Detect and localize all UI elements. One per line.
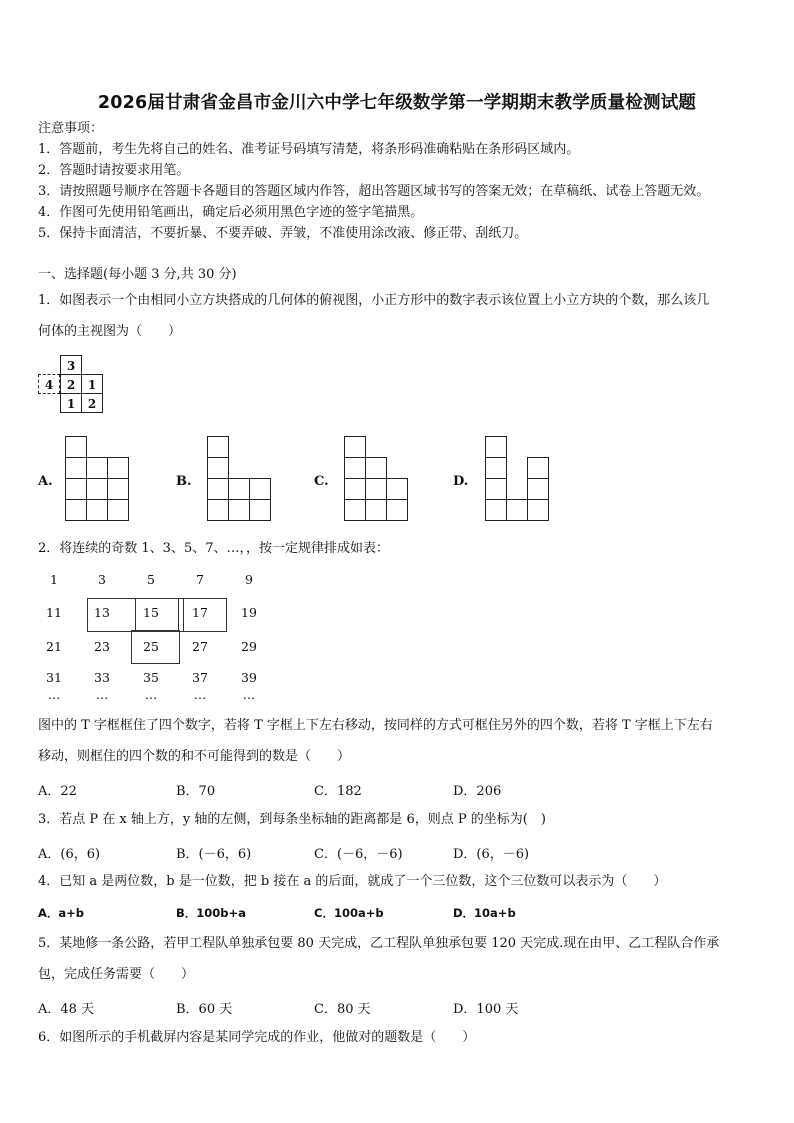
cube-square bbox=[228, 499, 250, 521]
cube-square bbox=[65, 478, 87, 500]
q5-text: 包，完成任务需要（ ） bbox=[38, 967, 195, 982]
q1-text: 何体的主视图为（ ） bbox=[38, 324, 182, 339]
cube-square bbox=[485, 499, 507, 521]
q2-option-b: B．70 bbox=[176, 784, 216, 799]
cube-square bbox=[65, 499, 87, 521]
cube-square bbox=[65, 457, 87, 479]
top-view-cell: 4 bbox=[38, 374, 60, 394]
q5-option-b: B．60 天 bbox=[176, 1002, 233, 1017]
cube-square bbox=[485, 436, 507, 458]
q2-text: 2．将连续的奇数 1、3、5、7、…，，按一定规律排成如表： bbox=[38, 541, 389, 556]
cube-square bbox=[365, 478, 387, 500]
q1-top-view bbox=[38, 355, 108, 415]
table-cell: 13 bbox=[94, 605, 110, 620]
table-cell: 23 bbox=[94, 639, 110, 654]
table-cell: … bbox=[47, 687, 61, 702]
q1-option-a-figure bbox=[65, 436, 135, 526]
q1-option-c-figure bbox=[344, 436, 414, 526]
q4-text: 4．已知 a 是两位数，b 是一位数，把 b 接在 a 的后面，就成了一个三位数，这个三位数可以表示为（ ） bbox=[38, 874, 667, 889]
q4-option-b: B．100b+a bbox=[176, 906, 246, 920]
cube-square bbox=[65, 436, 87, 458]
table-cell: 27 bbox=[192, 639, 208, 654]
q3-option-b: B．(－6，6) bbox=[176, 847, 252, 862]
top-view-cell: 1 bbox=[60, 393, 82, 413]
cube-square bbox=[86, 478, 108, 500]
table-cell: 33 bbox=[94, 670, 110, 685]
top-view-cell: 3 bbox=[60, 355, 82, 375]
cube-square bbox=[365, 457, 387, 479]
cube-square bbox=[344, 436, 366, 458]
cube-square bbox=[365, 499, 387, 521]
cube-square bbox=[506, 499, 528, 521]
cube-square bbox=[107, 478, 129, 500]
notice-item: 4．作图可先使用铅笔画出，确定后必须用黑色字迹的签字笔描黑。 bbox=[38, 205, 424, 220]
table-cell: … bbox=[95, 687, 109, 702]
cube-square bbox=[386, 478, 408, 500]
section-heading: 一、选择题(每小题 3 分,共 30 分) bbox=[38, 267, 237, 282]
q2-number-table bbox=[34, 568, 284, 708]
table-cell: 9 bbox=[245, 572, 253, 587]
table-cell: … bbox=[242, 687, 256, 702]
q2-option-c: C．182 bbox=[314, 784, 362, 799]
cube-square bbox=[386, 499, 408, 521]
q3-text: 3．若点 P 在 x 轴上方，y 轴的左侧，到每条坐标轴的距离都是 6，则点 P 的坐标为( ) bbox=[38, 812, 546, 827]
table-cell: 7 bbox=[196, 572, 204, 587]
q1-option-a-label: A. bbox=[38, 474, 53, 489]
q3-option-a: A．(6，6) bbox=[38, 847, 101, 862]
notice-item: 1．答题前，考生先将自己的姓名、准考证号码填写清楚，将条形码准确粘贴在条形码区域内。 bbox=[38, 142, 580, 157]
cube-square bbox=[344, 478, 366, 500]
table-cell: 17 bbox=[192, 605, 208, 620]
q1-option-d-figure bbox=[485, 436, 555, 526]
q4-option-d: D．10a+b bbox=[453, 906, 516, 920]
q1-text: 1．如图表示一个由相同小立方块搭成的几何体的俯视图，小正方形中的数字表示该位置上小立方块的个数，那么该几 bbox=[38, 293, 710, 308]
table-cell: 5 bbox=[147, 572, 155, 587]
cube-square bbox=[527, 478, 549, 500]
cube-square bbox=[344, 457, 366, 479]
cube-square bbox=[527, 499, 549, 521]
notice-item: 3．请按照题号顺序在答题卡各题目的答题区域内作答，超出答题区域书写的答案无效；在草稿纸、试卷上答题无效。 bbox=[38, 184, 710, 199]
top-view-cell: 1 bbox=[81, 374, 103, 394]
table-cell: 29 bbox=[241, 639, 257, 654]
table-cell: 21 bbox=[46, 639, 62, 654]
q5-option-c: C．80 天 bbox=[314, 1002, 371, 1017]
notice-item: 2．答题时请按要求用笔。 bbox=[38, 163, 190, 178]
table-cell: 35 bbox=[143, 670, 159, 685]
cube-square bbox=[207, 478, 229, 500]
cube-square bbox=[107, 457, 129, 479]
cube-square bbox=[207, 499, 229, 521]
table-cell: 1 bbox=[50, 572, 58, 587]
cube-square bbox=[249, 478, 271, 500]
cube-square bbox=[249, 499, 271, 521]
q3-option-c: C．(－6，－6) bbox=[314, 847, 403, 862]
top-view-cell: 2 bbox=[60, 374, 82, 394]
table-cell: 15 bbox=[143, 605, 159, 620]
cube-square bbox=[86, 499, 108, 521]
page-title: 2026届甘肃省金昌市金川六中学七年级数学第一学期期末教学质量检测试题 bbox=[97, 93, 697, 113]
q1-option-b-figure bbox=[207, 436, 277, 526]
cube-square bbox=[86, 457, 108, 479]
q5-option-a: A．48 天 bbox=[38, 1002, 95, 1017]
top-view-cell: 2 bbox=[81, 393, 103, 413]
notice-heading: 注意事项： bbox=[38, 121, 104, 136]
table-cell: 37 bbox=[192, 670, 208, 685]
cube-square bbox=[485, 457, 507, 479]
q3-option-d: D．(6，－6) bbox=[453, 847, 530, 862]
q4-option-c: C．100a+b bbox=[314, 906, 384, 920]
cube-square bbox=[207, 436, 229, 458]
q2-description: 图中的 T 字框框住了四个数字，若将 T 字框上下左右移动，按同样的方式可框住另外的四个数，若将 T 字框上下左右 bbox=[38, 718, 713, 733]
q2-description: 移动，则框住的四个数的和不可能得到的数是（ ） bbox=[38, 749, 351, 764]
q4-option-a: A．a+b bbox=[38, 906, 85, 920]
table-cell: 39 bbox=[241, 670, 257, 685]
q1-option-b-label: B. bbox=[176, 474, 192, 489]
q5-text: 5．某地修一条公路，若甲工程队单独承包要 80 天完成，乙工程队单独承包要 120 天完成.现在由甲、乙工程队合作承 bbox=[38, 936, 720, 951]
table-cell: 19 bbox=[241, 605, 257, 620]
cube-square bbox=[485, 478, 507, 500]
cube-square bbox=[527, 457, 549, 479]
q1-option-d-label: D. bbox=[453, 474, 469, 489]
q1-option-c-label: C. bbox=[314, 474, 329, 489]
q2-option-d: D．206 bbox=[453, 784, 502, 799]
table-cell: … bbox=[193, 687, 207, 702]
q2-option-a: A．22 bbox=[38, 784, 77, 799]
table-cell: … bbox=[144, 687, 158, 702]
cube-square bbox=[207, 457, 229, 479]
table-cell: 11 bbox=[46, 605, 62, 620]
table-cell: 25 bbox=[143, 639, 159, 654]
notice-item: 5．保持卡面清洁，不要折暴、不要弄破、弄皱，不准使用涂改液、修正带、刮纸刀。 bbox=[38, 226, 528, 241]
table-cell: 3 bbox=[98, 572, 106, 587]
q5-option-d: D．100 天 bbox=[453, 1002, 519, 1017]
table-cell: 31 bbox=[46, 670, 62, 685]
q6-text: 6．如图所示的手机截屏内容是某同学完成的作业，他做对的题数是（ ） bbox=[38, 1030, 476, 1045]
cube-square bbox=[228, 478, 250, 500]
cube-square bbox=[107, 499, 129, 521]
cube-square bbox=[344, 499, 366, 521]
